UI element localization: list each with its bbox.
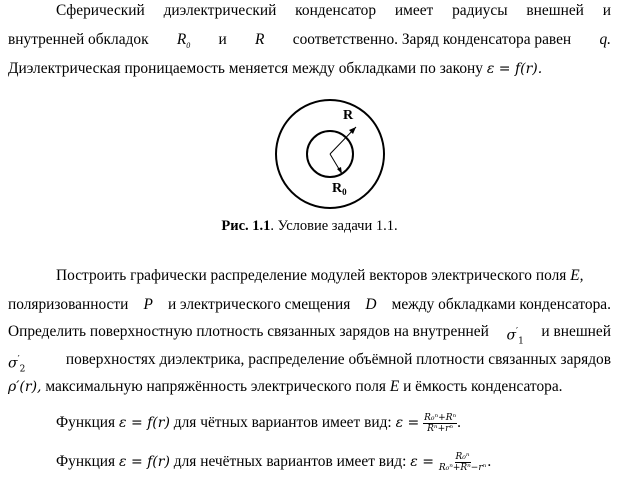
- formula-eps: ε = f(r).: [486, 61, 543, 77]
- word: внешней: [526, 2, 584, 19]
- symbol-r0: $R_0$: [176, 31, 191, 51]
- fraction-numerator: R₀ⁿ+Rⁿ: [424, 413, 457, 423]
- paragraph2-line3: [8, 323, 611, 350]
- label-r: R: [343, 108, 354, 123]
- text: и: [218, 31, 227, 48]
- figure-caption: [0, 218, 619, 235]
- text: и внешней: [541, 323, 611, 340]
- text: соответственно. Заряд конденсатора равен: [292, 31, 572, 48]
- text: и электрического смещения: [167, 296, 351, 313]
- period: .: [457, 414, 461, 432]
- formula-eps: ε =: [395, 415, 420, 432]
- formula-func: ε = f(r): [118, 415, 170, 432]
- text: Построить графически распределение модулей векторов электрического поля: [56, 267, 567, 284]
- symbol-e: E,: [570, 267, 584, 284]
- text: Функция: [56, 453, 116, 471]
- fraction-numerator: R₀ⁿ: [455, 452, 470, 462]
- word: радиусы: [452, 2, 508, 19]
- text: максимальную напряжённость электрического поля: [45, 378, 386, 395]
- word: и: [602, 2, 611, 19]
- word: имеет: [394, 2, 434, 19]
- label-r0: $R_0$: [332, 181, 347, 197]
- word: конденсатор: [295, 2, 377, 19]
- symbol-d: D: [365, 296, 377, 313]
- symbol-q: q.: [599, 31, 611, 48]
- odd-fraction: [438, 452, 488, 473]
- symbol-p: P: [143, 296, 153, 313]
- formula-rho: ρ′(r),: [8, 379, 42, 395]
- text: поверхностях диэлектрика, распределение объёмной плотности связанных зарядов: [65, 351, 611, 368]
- formula-eps: ε =: [410, 454, 434, 471]
- text: и ёмкость конденсатора.: [403, 378, 563, 395]
- symbol-e: E: [389, 378, 400, 395]
- text: Определить поверхностную плотность связанных зарядов на внутренней: [8, 323, 489, 340]
- caption-number: Рис. 1.1: [221, 218, 271, 234]
- symbol-sigma2: $\sigma'_2$: [8, 355, 26, 375]
- caption-text: . Условие задачи 1.1.: [270, 218, 398, 234]
- text: для чётных вариантов имеет вид:: [173, 414, 392, 432]
- formula-func: ε = f(r): [118, 454, 170, 471]
- period: .: [487, 453, 492, 471]
- fraction-denominator: R₀ⁿ+Rⁿ−rⁿ: [438, 463, 487, 473]
- text: между обкладками конденсатора.: [391, 296, 611, 313]
- text: для нечётных вариантов имеет вид:: [173, 453, 407, 471]
- odd-variant-line: [56, 452, 611, 473]
- word: Сферический: [56, 2, 145, 19]
- paragraph2-line4: [8, 351, 611, 378]
- text: внутренней обкладок: [8, 31, 149, 48]
- capacitor-figure: [270, 95, 390, 213]
- even-variant-line: [56, 413, 611, 434]
- fraction-denominator: Rⁿ+rⁿ: [427, 424, 454, 434]
- paragraph2-line1: [56, 267, 611, 285]
- paragraph2-line2: [8, 296, 611, 314]
- text: Функция: [56, 414, 116, 432]
- even-fraction: [423, 413, 457, 434]
- symbol-sigma1: $\sigma'_1$: [506, 327, 524, 347]
- word: диэлектрический: [163, 2, 277, 19]
- text: поляризованности: [8, 296, 129, 313]
- text: Диэлектрическая проницаемость меняется между обкладками по закону: [8, 60, 483, 77]
- paragraph1-line1: [56, 2, 611, 20]
- paragraph2-line5: [8, 378, 611, 396]
- paragraph1-line3: [8, 60, 611, 78]
- arrowhead-r0: [337, 167, 342, 174]
- symbol-r: R: [255, 31, 265, 48]
- paragraph1-line2: [8, 31, 611, 55]
